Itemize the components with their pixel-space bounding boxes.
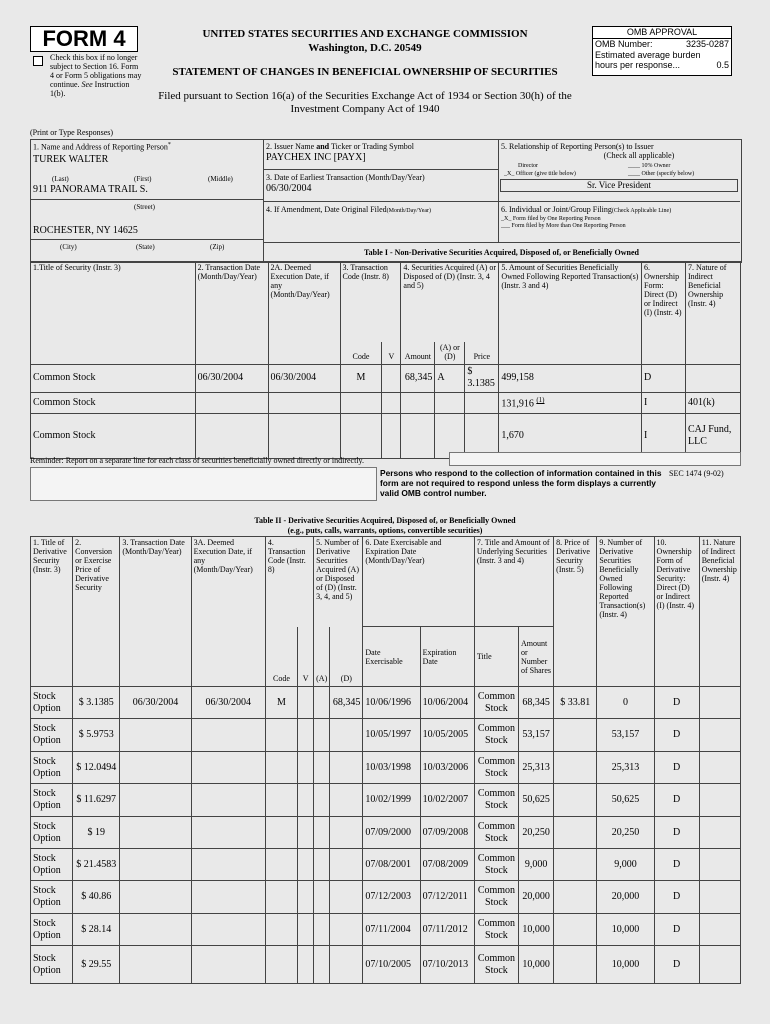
t2-uamt: 9,000 bbox=[519, 849, 554, 881]
t2-uamt: 68,345 bbox=[519, 687, 554, 719]
officer-option[interactable]: _X_ Officer (give title below) bbox=[504, 171, 576, 177]
table-row bbox=[31, 719, 741, 752]
omb-burden-label: Estimated average burden hours per response... bbox=[595, 50, 701, 70]
t2-nature bbox=[699, 687, 740, 719]
t2-deemed bbox=[191, 719, 265, 752]
t2-v bbox=[298, 881, 314, 914]
t2-d: 68,345 bbox=[330, 687, 363, 719]
t2-header-price: 8. Price of Derivative Security (Instr. 5) bbox=[554, 537, 597, 687]
t2-utitle: Common Stock bbox=[474, 784, 518, 817]
t2-utitle: Common Stock bbox=[474, 719, 518, 752]
t2-exp: 07/09/2008 bbox=[420, 817, 474, 849]
t2-sub-date-exercisable: Date Exercisable bbox=[363, 627, 420, 687]
t1-header-title: 1.Title of Security (Instr. 3) bbox=[31, 262, 196, 365]
t2-exer: 10/05/1997 bbox=[363, 719, 420, 752]
t2-header-date: 3. Transaction Date (Month/Day/Year) bbox=[120, 537, 191, 687]
t2-form: D bbox=[654, 881, 699, 914]
t2-d bbox=[330, 784, 363, 817]
t1-title: Common Stock bbox=[31, 364, 196, 392]
t2-header-title: 1. Title of Derivative Security (Instr. 3) bbox=[31, 537, 73, 687]
t2-uamt: 10,000 bbox=[519, 914, 554, 946]
t2-price: $ 29.55 bbox=[73, 946, 120, 984]
t2-date bbox=[120, 752, 191, 784]
t2-deemed bbox=[191, 784, 265, 817]
t2-exer: 07/11/2004 bbox=[363, 914, 420, 946]
t2-deemed: 06/30/2004 bbox=[191, 687, 265, 719]
t2-uamt: 25,313 bbox=[519, 752, 554, 784]
t2-sub-d: (D) bbox=[330, 627, 363, 687]
t2-d bbox=[330, 849, 363, 881]
t1-sub-aord: (A) or (D) bbox=[435, 342, 465, 365]
t2-exp: 10/05/2005 bbox=[420, 719, 474, 752]
table-row bbox=[31, 881, 741, 914]
t1-aord: A bbox=[435, 364, 465, 392]
t2-uamt: 20,000 bbox=[519, 881, 554, 914]
t2-deemed bbox=[191, 752, 265, 784]
t2-utitle: Common Stock bbox=[474, 817, 518, 849]
t1-owned: 131,916 $^{(1)}$ bbox=[499, 392, 642, 413]
t2-nature bbox=[699, 946, 740, 984]
t1-header-deemed: 2A. Deemed Execution Date, if any (Month/Day/Year) bbox=[268, 262, 340, 365]
t2-code bbox=[265, 946, 297, 984]
t2-code bbox=[265, 752, 297, 784]
t2-utitle: Common Stock bbox=[474, 914, 518, 946]
t2-exer: 10/06/1996 bbox=[363, 687, 420, 719]
t2-header-underlying: 7. Title and Amount of Underlying Securities (Instr. 3 and 4) bbox=[474, 537, 553, 627]
box-3-label: 3. Date of Earliest Transaction (Month/Day/Year) bbox=[266, 173, 425, 182]
middle-caption: (Middle) bbox=[208, 175, 233, 183]
t1-header-date: 2. Transaction Date (Month/Day/Year) bbox=[195, 262, 268, 365]
t2-dprice bbox=[554, 719, 597, 752]
t2-dprice bbox=[554, 784, 597, 817]
t2-nature bbox=[699, 719, 740, 752]
t2-nature bbox=[699, 817, 740, 849]
t2-sub-title: Title bbox=[474, 627, 518, 687]
t2-nature bbox=[699, 881, 740, 914]
box-6-filing bbox=[498, 202, 740, 242]
t2-owned: 50,625 bbox=[597, 784, 654, 817]
t2-nature bbox=[699, 914, 740, 946]
t2-header-number: 5. Number of Derivative Securities Acquired (A) or Disposed of (D) (Instr. 3, 4, and 5) bbox=[314, 537, 363, 627]
box-1-label: 1. Name and Address of Reporting Person bbox=[33, 142, 168, 152]
t2-a bbox=[314, 719, 330, 752]
t2-d bbox=[330, 946, 363, 984]
footnote-1-link[interactable]: (1) bbox=[536, 396, 545, 405]
t2-price: $ 3.1385 bbox=[73, 687, 120, 719]
check-box-text: Check this box if no longer subject to Section 16. Form 4 or Form 5 obligations may continue. See Instruction 1(b). bbox=[50, 53, 142, 98]
t2-header-code: 4. Transaction Code (Instr. 8) bbox=[265, 537, 313, 627]
t2-v bbox=[298, 914, 314, 946]
t2-uamt: 50,625 bbox=[519, 784, 554, 817]
t2-title: Stock Option bbox=[31, 946, 73, 984]
t2-date: 06/30/2004 bbox=[120, 687, 191, 719]
t2-price: $ 40.86 bbox=[73, 881, 120, 914]
t2-uamt: 20,250 bbox=[519, 817, 554, 849]
t1-code bbox=[340, 413, 382, 458]
t2-a bbox=[314, 946, 330, 984]
box-6-label: 6. Individual or Joint/Group Filing(Check Applicable Line) bbox=[501, 205, 672, 214]
t2-sub-v: V bbox=[298, 627, 314, 687]
t1-owned: 499,158 bbox=[499, 364, 642, 392]
t2-title: Stock Option bbox=[31, 817, 73, 849]
t2-utitle: Common Stock bbox=[474, 946, 518, 984]
t1-sub-price: Price bbox=[465, 342, 499, 365]
t2-v bbox=[298, 817, 314, 849]
t1-title: Common Stock bbox=[31, 413, 196, 458]
t2-deemed bbox=[191, 817, 265, 849]
t2-d bbox=[330, 881, 363, 914]
t2-exer: 07/08/2001 bbox=[363, 849, 420, 881]
t2-exp: 10/02/2007 bbox=[420, 784, 474, 817]
omb-title: OMB APPROVAL bbox=[593, 27, 731, 39]
t2-form: D bbox=[654, 784, 699, 817]
t1-sub-v: V bbox=[382, 342, 401, 365]
t2-v bbox=[298, 784, 314, 817]
t2-utitle: Common Stock bbox=[474, 687, 518, 719]
t2-code bbox=[265, 914, 297, 946]
box-5-label: 5. Relationship of Reporting Person(s) to Issuer bbox=[501, 142, 654, 151]
t2-exer: 10/03/1998 bbox=[363, 752, 420, 784]
t1-header-form: 6. Ownership Form: Direct (D) or Indirect (I) (Instr. 4) bbox=[642, 262, 686, 365]
reminder-text: Reminder: Report on a separate line for each class of securities beneficially owned directly or indirectly. bbox=[30, 456, 365, 465]
t2-price: $ 21.4583 bbox=[73, 849, 120, 881]
reminder-blank-box bbox=[449, 452, 741, 466]
t1-deemed bbox=[268, 392, 340, 413]
t2-a bbox=[314, 784, 330, 817]
t2-date bbox=[120, 946, 191, 984]
t1-form: I bbox=[642, 413, 686, 458]
t2-price: $ 19 bbox=[73, 817, 120, 849]
t2-exp: 07/12/2011 bbox=[420, 881, 474, 914]
t2-a bbox=[314, 849, 330, 881]
t2-uamt: 10,000 bbox=[519, 946, 554, 984]
t2-owned: 53,157 bbox=[597, 719, 654, 752]
box-2-issuer bbox=[263, 139, 499, 170]
t1-amount: 68,345 bbox=[401, 364, 435, 392]
t1-amount bbox=[401, 392, 435, 413]
t2-v bbox=[298, 719, 314, 752]
t2-utitle: Common Stock bbox=[474, 881, 518, 914]
street-caption: (Street) bbox=[134, 203, 155, 211]
agency-name: UNITED STATES SECURITIES AND EXCHANGE COMMISSION bbox=[202, 28, 528, 40]
table-row bbox=[31, 784, 741, 817]
t1-v bbox=[382, 392, 401, 413]
t2-dprice bbox=[554, 849, 597, 881]
notice-blank-box bbox=[30, 467, 377, 501]
t1-sub-code: Code bbox=[340, 342, 382, 365]
t2-nature bbox=[699, 752, 740, 784]
t1-date bbox=[195, 413, 268, 458]
t2-exp: 07/10/2013 bbox=[420, 946, 474, 984]
t2-form: D bbox=[654, 719, 699, 752]
box-2-label: 2. Issuer Name and Ticker or Trading Symbol bbox=[266, 142, 415, 151]
t2-d bbox=[330, 914, 363, 946]
t2-form: D bbox=[654, 687, 699, 719]
t2-code bbox=[265, 881, 297, 914]
t1-header-nature: 7. Nature of Indirect Beneficial Ownership (Instr. 4) bbox=[685, 262, 740, 365]
first-caption: (First) bbox=[134, 175, 152, 183]
omb-burden: 0.5 bbox=[716, 60, 729, 70]
omb-number: 3235-0287 bbox=[685, 39, 729, 49]
t2-exer: 10/02/1999 bbox=[363, 784, 420, 817]
print-type-note: (Print or Type Responses) bbox=[30, 128, 114, 137]
t2-price: $ 11.6297 bbox=[73, 784, 120, 817]
t1-sub-amount: Amount bbox=[401, 342, 435, 365]
t2-owned: 0 bbox=[597, 687, 654, 719]
t2-code bbox=[265, 784, 297, 817]
t2-d bbox=[330, 817, 363, 849]
t2-deemed bbox=[191, 881, 265, 914]
table-2-title: Table II - Derivative Securities Acquired, Disposed of, or Beneficially Owned bbox=[254, 516, 516, 525]
t2-title: Stock Option bbox=[31, 881, 73, 914]
t2-header-dates: 6. Date Exercisable and Expiration Date (Month/Day/Year) bbox=[363, 537, 474, 627]
t2-a bbox=[314, 687, 330, 719]
filed-pursuant: Filed pursuant to Section 16(a) of the Securities Exchange Act of 1934 or Section 30(h) of the Investment Company Act of 1940 bbox=[158, 90, 572, 115]
director-option[interactable]: Director bbox=[518, 163, 538, 169]
t2-code bbox=[265, 849, 297, 881]
one-person-option[interactable]: _X_ Form filed by One Reporting Person bbox=[501, 216, 601, 222]
t2-date bbox=[120, 849, 191, 881]
t2-a bbox=[314, 881, 330, 914]
box-4-amendment bbox=[263, 202, 499, 242]
issuer-name: PAYCHEX INC [PAYX] bbox=[266, 152, 366, 163]
sec-number: SEC 1474 (9-02) bbox=[669, 469, 724, 478]
city-state-zip: ROCHESTER, NY 14625 bbox=[33, 225, 138, 236]
t2-nature bbox=[699, 849, 740, 881]
table-row bbox=[31, 817, 741, 849]
t2-dprice: $ 33.81 bbox=[554, 687, 597, 719]
reporting-person-name: TUREK WALTER bbox=[33, 153, 109, 165]
t2-sub-amount: Amount or Number of Shares bbox=[519, 627, 554, 687]
city-caption: (City) bbox=[60, 243, 77, 251]
box-3-earliest-date bbox=[263, 170, 499, 202]
last-caption: (Last) bbox=[52, 175, 69, 183]
t1-title: Common Stock bbox=[31, 392, 196, 413]
t2-title: Stock Option bbox=[31, 914, 73, 946]
t1-form: D bbox=[642, 364, 686, 392]
t1-nature: 401(k) bbox=[685, 392, 740, 413]
t1-header-owned: 5. Amount of Securities Beneficially Owned Following Reported Transaction(s) (Instr. 3 and 4) bbox=[499, 262, 642, 365]
t2-owned: 20,000 bbox=[597, 881, 654, 914]
box-1-name-address: 1. Name and Address of Reporting Person* TUREK WALTER (Last) (First) (Middle) 911 PANORAMA TRAIL S. (Street) ROCHESTER, NY 14625 (City) (State) (Zip) bbox=[30, 139, 264, 261]
t2-date bbox=[120, 914, 191, 946]
t1-owned: 1,670 bbox=[499, 413, 642, 458]
t2-title: Stock Option bbox=[31, 849, 73, 881]
t2-a bbox=[314, 752, 330, 784]
table-row bbox=[31, 946, 741, 984]
t2-sub-expiration: Expiration Date bbox=[420, 627, 474, 687]
box-4-label: 4. If Amendment, Date Original Filed(Month/Day/Year) bbox=[266, 205, 432, 214]
t1-price bbox=[465, 392, 499, 413]
t2-price: $ 28.14 bbox=[73, 914, 120, 946]
t2-form: D bbox=[654, 849, 699, 881]
form-title: FORM 4 bbox=[30, 26, 138, 52]
t2-d bbox=[330, 752, 363, 784]
table-2 bbox=[30, 536, 741, 984]
t1-amount bbox=[401, 413, 435, 458]
persons-notice: Persons who respond to the collection of information contained in this form are not required to respond unless the form displays a currently valid OMB control number. bbox=[380, 468, 662, 498]
t2-owned: 20,250 bbox=[597, 817, 654, 849]
table-row bbox=[31, 392, 741, 413]
officer-title: Sr. Vice President bbox=[500, 179, 738, 192]
t2-exer: 07/12/2003 bbox=[363, 881, 420, 914]
t2-price: $ 5.9753 bbox=[73, 719, 120, 752]
t1-deemed: 06/30/2004 bbox=[268, 364, 340, 392]
t2-owned: 9,000 bbox=[597, 849, 654, 881]
ten-pct-owner-option[interactable]: ____ 10% Owner bbox=[628, 163, 671, 169]
table-row bbox=[31, 914, 741, 946]
table-row bbox=[31, 364, 741, 392]
t2-header-form: 10. Ownership Form of Derivative Security: Direct (D) or Indirect (I) (Instr. 4) bbox=[654, 537, 699, 687]
t2-exp: 10/06/2004 bbox=[420, 687, 474, 719]
t2-header-deemed: 3A. Deemed Execution Date, if any (Month/Day/Year) bbox=[191, 537, 265, 687]
no-longer-subject-checkbox[interactable] bbox=[33, 56, 43, 66]
omb-approval-box bbox=[592, 26, 732, 76]
omb-number-label: OMB Number: bbox=[595, 39, 653, 49]
t1-v bbox=[382, 413, 401, 458]
t2-v bbox=[298, 752, 314, 784]
t1-v bbox=[382, 364, 401, 392]
t2-header-conversion: 2. Conversion or Exercise Price of Derivative Security bbox=[73, 537, 120, 687]
t1-code bbox=[340, 392, 382, 413]
t2-a bbox=[314, 817, 330, 849]
t2-exp: 07/11/2012 bbox=[420, 914, 474, 946]
t2-code bbox=[265, 719, 297, 752]
t2-form: D bbox=[654, 817, 699, 849]
t1-date bbox=[195, 392, 268, 413]
t1-nature: CAJ Fund, LLC bbox=[685, 413, 740, 458]
t2-sub-code: Code bbox=[265, 627, 297, 687]
box-5-sub: (Check all applicable) bbox=[603, 151, 675, 160]
t2-dprice bbox=[554, 881, 597, 914]
t2-sub-a: (A) bbox=[314, 627, 330, 687]
t2-exp: 07/08/2009 bbox=[420, 849, 474, 881]
t2-exp: 10/03/2006 bbox=[420, 752, 474, 784]
t2-title: Stock Option bbox=[31, 687, 73, 719]
t2-v bbox=[298, 946, 314, 984]
t1-deemed bbox=[268, 413, 340, 458]
table-1 bbox=[30, 261, 741, 459]
t2-dprice bbox=[554, 914, 597, 946]
t2-form: D bbox=[654, 914, 699, 946]
zip-caption: (Zip) bbox=[210, 243, 225, 251]
t1-header-code: 3. Transaction Code (Instr. 8) bbox=[340, 262, 401, 342]
t1-code: M bbox=[340, 364, 382, 392]
t2-deemed bbox=[191, 914, 265, 946]
t2-uamt: 53,157 bbox=[519, 719, 554, 752]
t2-deemed bbox=[191, 946, 265, 984]
t2-utitle: Common Stock bbox=[474, 849, 518, 881]
multi-person-option[interactable]: ___ Form filed by More than One Reporting Person bbox=[501, 223, 626, 229]
t2-utitle: Common Stock bbox=[474, 752, 518, 784]
street-address: 911 PANORAMA TRAIL S. bbox=[33, 184, 148, 195]
t2-v bbox=[298, 687, 314, 719]
box-5-relationship bbox=[498, 139, 740, 202]
t2-form: D bbox=[654, 946, 699, 984]
state-caption: (State) bbox=[136, 243, 155, 251]
t2-exer: 07/10/2005 bbox=[363, 946, 420, 984]
t2-title: Stock Option bbox=[31, 784, 73, 817]
t2-header-owned: 9. Number of Derivative Securities Beneficially Owned Following Reported Transaction(s) (Instr. 4) bbox=[597, 537, 654, 687]
t2-date bbox=[120, 881, 191, 914]
t2-v bbox=[298, 849, 314, 881]
t2-a bbox=[314, 914, 330, 946]
table-row bbox=[31, 752, 741, 784]
table-row bbox=[31, 687, 741, 719]
t2-owned: 25,313 bbox=[597, 752, 654, 784]
t2-owned: 10,000 bbox=[597, 914, 654, 946]
t2-date bbox=[120, 784, 191, 817]
t1-price: $ 3.1385 bbox=[465, 364, 499, 392]
t1-header-acquired: 4. Securities Acquired (A) or Disposed of (D) (Instr. 3, 4 and 5) bbox=[401, 262, 499, 342]
t2-title: Stock Option bbox=[31, 719, 73, 752]
t2-dprice bbox=[554, 817, 597, 849]
t2-exer: 07/09/2000 bbox=[363, 817, 420, 849]
t1-date: 06/30/2004 bbox=[195, 364, 268, 392]
t2-form: D bbox=[654, 752, 699, 784]
t2-code: M bbox=[265, 687, 297, 719]
t2-deemed bbox=[191, 849, 265, 881]
table-1-title: Table I - Non-Derivative Securities Acquired, Disposed of, or Beneficially Owned bbox=[263, 242, 740, 262]
table-row bbox=[31, 849, 741, 881]
t2-nature bbox=[699, 784, 740, 817]
t2-header-nature: 11. Nature of Indirect Beneficial Ownership (Instr. 4) bbox=[699, 537, 740, 687]
table-2-subtitle: (e.g., puts, calls, warrants, options, convertible securities) bbox=[287, 526, 483, 535]
t1-form: I bbox=[642, 392, 686, 413]
t2-title: Stock Option bbox=[31, 752, 73, 784]
t2-d bbox=[330, 719, 363, 752]
t2-dprice bbox=[554, 946, 597, 984]
t2-price: $ 12.0494 bbox=[73, 752, 120, 784]
earliest-transaction-date: 06/30/2004 bbox=[266, 183, 312, 194]
t1-aord bbox=[435, 392, 465, 413]
statement-title: STATEMENT OF CHANGES IN BENEFICIAL OWNERSHIP OF SECURITIES bbox=[172, 66, 558, 78]
t2-date bbox=[120, 719, 191, 752]
t2-dprice bbox=[554, 752, 597, 784]
t1-nature bbox=[685, 364, 740, 392]
agency-location: Washington, D.C. 20549 bbox=[308, 42, 422, 54]
t2-code bbox=[265, 817, 297, 849]
other-option[interactable]: ____ Other (specify below) bbox=[628, 171, 695, 177]
t2-owned: 10,000 bbox=[597, 946, 654, 984]
t2-date bbox=[120, 817, 191, 849]
